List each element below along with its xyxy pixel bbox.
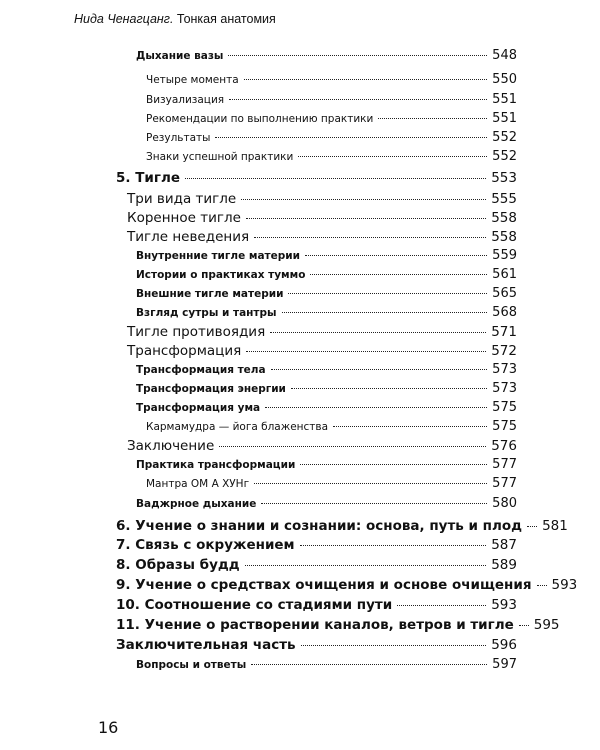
toc-entry-page: 575 — [492, 400, 517, 415]
dot-leader — [261, 503, 487, 504]
toc-entry[interactable] — [146, 111, 517, 126]
toc-entry[interactable] — [127, 229, 517, 245]
toc-entry-page: 558 — [491, 210, 517, 226]
toc-entry-page: 575 — [492, 419, 517, 434]
toc-entry-title: Мантра ОМ А ХУНг — [146, 478, 250, 490]
toc-entry-title: 9. Учение о средствах очищения и основе очищения — [116, 577, 532, 593]
toc-entry-page: 589 — [491, 557, 517, 573]
dot-leader — [244, 79, 488, 80]
dot-leader — [333, 426, 487, 427]
toc-entry-page: 597 — [492, 657, 517, 672]
toc-entry-page: 596 — [491, 637, 517, 653]
dot-leader — [310, 274, 487, 275]
dot-leader — [228, 55, 487, 56]
toc-entry-title: Трансформация энергии — [136, 383, 286, 395]
dot-leader — [254, 237, 486, 238]
toc-entry[interactable] — [146, 476, 517, 491]
toc-entry-title: Истории о практиках туммо — [136, 269, 306, 281]
toc-entry-title: Взгляд сутры и тантры — [136, 307, 277, 319]
dot-leader — [219, 446, 486, 447]
toc-entry-title: Знаки успешной практики — [146, 151, 294, 163]
toc-entry[interactable] — [136, 496, 517, 511]
dot-leader — [397, 605, 486, 606]
toc-entry-title: Рекомендации по выполнению практики — [146, 113, 374, 125]
toc-entry[interactable] — [127, 191, 517, 207]
toc-entry-page: 581 — [542, 518, 568, 534]
running-head-author: Нида Ченагцанг. — [74, 12, 174, 26]
toc-entry-title: 8. Образы будд — [116, 557, 240, 573]
toc-entry[interactable] — [127, 438, 517, 454]
toc-entry[interactable] — [127, 343, 517, 359]
toc-entry[interactable] — [136, 286, 517, 301]
toc-entry-page: 572 — [491, 343, 517, 359]
toc-entry[interactable] — [136, 48, 517, 63]
toc-entry-title: Три вида тигле — [127, 191, 237, 207]
toc-entry-title: 6. Учение о знании и сознании: основа, путь и плод — [116, 518, 523, 534]
toc-entry[interactable] — [127, 324, 517, 340]
dot-leader — [527, 526, 537, 527]
running-head — [74, 12, 276, 26]
dot-leader — [288, 293, 487, 294]
toc-entry-title: Кармамудра — йога блаженства — [146, 421, 329, 433]
toc-entry-title: 11. Учение о растворении каналов, ветров и тигле — [116, 617, 514, 633]
toc-entry-page: 593 — [551, 577, 578, 593]
dot-leader — [245, 565, 487, 566]
toc-entry-page: 568 — [492, 305, 517, 320]
toc-entry-title: Дыхание вазы — [136, 50, 224, 62]
toc-entry-title: 5. Тигле — [116, 170, 180, 186]
dot-leader — [265, 407, 487, 408]
toc-entry-page: 580 — [492, 496, 517, 511]
toc-entry-title: Заключительная часть — [116, 637, 296, 653]
toc-entry[interactable] — [146, 130, 517, 145]
toc-entry[interactable] — [146, 92, 517, 107]
toc-entry-page: 551 — [492, 92, 517, 107]
toc-entry[interactable] — [116, 170, 517, 186]
dot-leader — [185, 178, 486, 179]
toc-entry-title: Практика трансформации — [136, 459, 296, 471]
toc-entry[interactable] — [116, 557, 517, 573]
dot-leader — [282, 312, 488, 313]
dot-leader — [251, 664, 487, 665]
toc-entry-title: Четыре момента — [146, 74, 239, 86]
toc-entry-title: Коренное тигле — [127, 210, 241, 226]
toc-entry[interactable] — [116, 617, 560, 633]
dot-leader — [537, 585, 547, 586]
toc-entry-page: 573 — [492, 381, 517, 396]
toc-entry[interactable] — [127, 210, 517, 226]
toc-entry[interactable] — [116, 537, 517, 553]
toc-entry-page: 595 — [533, 617, 560, 633]
toc-entry-title: Трансформация — [127, 343, 242, 359]
dot-leader — [300, 464, 487, 465]
dot-leader — [246, 351, 486, 352]
toc-entry-page: 576 — [491, 438, 517, 454]
toc-entry-title: Тигле неведения — [127, 229, 250, 245]
dot-leader — [270, 332, 486, 333]
toc-entry-title: Тигле противоядия — [127, 324, 266, 340]
dot-leader — [291, 388, 487, 389]
dot-leader — [271, 369, 488, 370]
dot-leader — [305, 255, 487, 256]
toc-entry[interactable] — [146, 149, 517, 164]
dot-leader — [215, 137, 487, 138]
toc-entry[interactable] — [146, 72, 517, 87]
dot-leader — [378, 118, 487, 119]
toc-entry-title: 10. Соотношение со стадиями пути — [116, 597, 393, 613]
toc-entry-title: Заключение — [127, 438, 215, 454]
toc-entry[interactable] — [116, 597, 517, 613]
toc-entry-page: 587 — [491, 537, 517, 553]
dot-leader — [300, 545, 487, 546]
toc-entry-page: 548 — [492, 48, 517, 63]
toc-entry-page: 565 — [492, 286, 517, 301]
dot-leader — [254, 483, 487, 484]
toc-entry-page: 553 — [491, 170, 517, 186]
running-head-book-title: Тонкая анатомия — [176, 12, 276, 26]
toc-entry-page: 552 — [492, 130, 517, 145]
toc-entry-title: Визуализация — [146, 94, 225, 106]
toc-entry-page: 573 — [492, 362, 517, 377]
toc-entry[interactable] — [146, 419, 517, 434]
dot-leader — [246, 218, 486, 219]
toc-entry[interactable] — [136, 267, 517, 282]
dot-leader — [241, 199, 486, 200]
toc-entry-title: Результаты — [146, 132, 211, 144]
toc-entry-page: 577 — [492, 457, 517, 472]
toc-entry-title: Трансформация ума — [136, 402, 261, 414]
toc-entry-page: 593 — [491, 597, 517, 613]
toc-entry[interactable] — [136, 362, 517, 377]
toc-entry-page: 552 — [492, 149, 517, 164]
toc-entry[interactable] — [116, 637, 517, 653]
toc-entry-page: 555 — [491, 191, 517, 207]
dot-leader — [519, 625, 529, 626]
toc-entry-page: 550 — [492, 72, 517, 87]
dot-leader — [229, 99, 487, 100]
toc-entry-title: Трансформация тела — [136, 364, 266, 376]
toc-entry[interactable] — [136, 457, 517, 472]
toc-entry-page: 571 — [491, 324, 517, 340]
toc-entry-title: Ваджрное дыхание — [136, 498, 257, 510]
toc-entry-page: 559 — [492, 248, 517, 263]
toc-entry[interactable] — [116, 518, 568, 534]
dot-leader — [298, 156, 487, 157]
toc-entry-title: Внешние тигле материи — [136, 288, 284, 300]
toc-entry-title: Вопросы и ответы — [136, 659, 247, 671]
toc-entry-page: 577 — [492, 476, 517, 491]
toc-entry[interactable] — [136, 400, 517, 415]
toc-entry[interactable] — [136, 381, 517, 396]
dot-leader — [301, 645, 487, 646]
toc-entry-title: 7. Связь с окружением — [116, 537, 295, 553]
toc-entry-page: 558 — [491, 229, 517, 245]
toc-entry-page: 561 — [492, 267, 517, 282]
page-number: 16 — [98, 718, 119, 737]
toc-entry-title: Внутренние тигле материи — [136, 250, 300, 262]
toc-entry[interactable] — [136, 305, 517, 320]
toc-entry[interactable] — [136, 657, 517, 672]
toc-entry-page: 551 — [492, 111, 517, 126]
toc-entry[interactable] — [116, 577, 578, 593]
toc-entry[interactable] — [136, 248, 517, 263]
